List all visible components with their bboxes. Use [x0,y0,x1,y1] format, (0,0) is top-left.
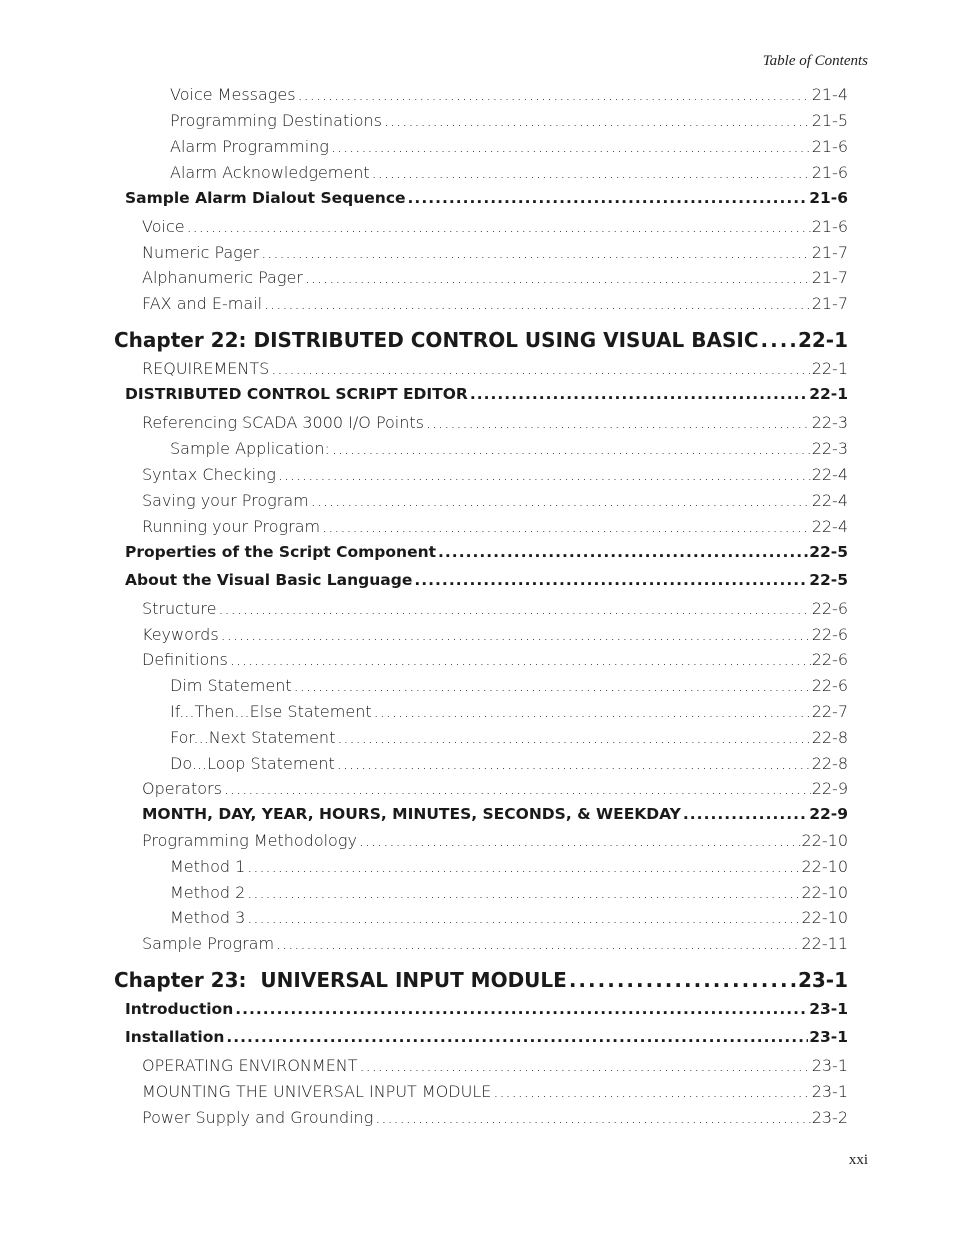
toc-entry-title: Properties of the Script Component [125,543,437,561]
toc-section-entry[interactable] [142,805,848,823]
toc-entry-page: 21-6 [809,189,848,207]
toc-entry-title: Do...Loop Statement [170,754,335,773]
toc-entry-title: Sample Alarm Dialout Sequence [125,189,406,207]
toc-entry-page: 22-9 [809,805,848,823]
toc-entry[interactable] [170,728,848,747]
toc-entry-page: 22-5 [809,571,848,589]
toc-entry[interactable] [170,702,848,721]
toc-entry-title: Alphanumeric Pager [142,268,303,287]
toc-entry[interactable] [142,243,848,262]
toc-entry-title: About the Visual Basic Language [125,571,413,589]
toc-entry-page: 21-7 [811,294,848,313]
toc-entry-page: 22-8 [811,728,848,747]
toc-entry-title: MONTH, DAY, YEAR, HOURS, MINUTES, SECONDS, & WEEKDAY [142,805,681,823]
toc-entry-page: 21-6 [811,137,848,156]
toc-entry-title: Referencing SCADA 3000 I/O Points [142,413,424,432]
toc-entry-title: Programming Destinations [170,111,382,130]
toc-entry-title: If...Then...Else Statement [170,702,372,721]
toc-entry[interactable] [142,934,848,953]
toc-entry-title: Method 2 [170,883,246,902]
toc-entry-title: MOUNTING THE UNIVERSAL INPUT MODULE [142,1082,492,1101]
toc-entry-title: For...Next Statement [170,728,336,747]
toc-entry-title: Dim Statement [170,676,292,695]
toc-entry-title: Operators [142,779,222,798]
toc-entry[interactable] [170,111,848,130]
toc-entry-page: 22-1 [797,328,848,352]
toc-entry-page: 23-1 [809,1028,848,1046]
toc-entry-title: OPERATING ENVIRONMENT [142,1056,358,1075]
toc-section-entry[interactable] [125,189,848,207]
toc-entry-page: 23-1 [809,1000,848,1018]
toc-entry-title: REQUIREMENTS [142,359,270,378]
toc-chapter-entry[interactable] [114,968,848,992]
toc-entry-page: 22-6 [811,599,848,618]
toc-entry-page: 22-5 [809,543,848,561]
toc-chapter-title: Chapter 23: UNIVERSAL INPUT MODULE [114,968,567,992]
toc-entry-page: 22-3 [811,413,848,432]
toc-entry-page: 22-8 [811,754,848,773]
toc-entry-title: Voice [142,217,185,236]
toc-entry-title: Numeric Pager [142,243,260,262]
toc-chapter-entry[interactable] [114,328,848,352]
toc-section-entry[interactable] [125,571,848,589]
toc-entry-title: Power Supply and Grounding [142,1108,374,1127]
toc-entry-page: 21-4 [811,85,848,104]
toc-entry-page: 22-10 [801,883,848,902]
toc-entry-page: 22-4 [811,491,848,510]
toc-entry-page: 22-4 [811,465,848,484]
toc-entry-title: Structure [142,599,217,618]
toc-entry-page: 22-1 [811,359,848,378]
toc-entry-title: Introduction [125,1000,234,1018]
toc-entry-title: Keywords [142,625,219,644]
toc-entry-page: 22-11 [801,934,848,953]
toc-entry[interactable] [170,137,848,156]
toc-section-entry[interactable] [125,1000,848,1018]
toc-entry[interactable] [170,908,848,927]
toc-entry[interactable] [142,217,848,236]
toc-entry[interactable] [170,163,848,182]
toc-entry[interactable] [142,465,848,484]
toc-entry[interactable] [142,491,848,510]
toc-entry-title: Alarm Programming [170,137,329,156]
toc-entry[interactable] [142,1108,848,1127]
toc-entry-page: 22-3 [811,439,848,458]
toc-entry-page: 22-10 [801,831,848,850]
toc-chapter-title: Chapter 22: DISTRIBUTED CONTROL USING VISUAL BASIC [114,328,759,352]
running-head: Table of Contents [762,53,868,69]
toc-entry[interactable] [142,779,848,798]
toc-entry-title: Running your Program [142,517,321,536]
toc-entry-page: 23-1 [797,968,848,992]
toc-entry-page: 22-9 [811,779,848,798]
toc-entry-title: Sample Application: [170,439,330,458]
toc-entry[interactable] [142,831,848,850]
toc-entry[interactable] [170,857,848,876]
toc-entry[interactable] [142,517,848,536]
toc-entry-title: Programming Methodology [142,831,357,850]
toc-entry-title: Method 3 [170,908,246,927]
toc-entry[interactable] [170,85,848,104]
toc-entry-page: 21-7 [811,268,848,287]
toc-entry[interactable] [142,268,848,287]
toc-entry-title: Voice Messages [170,85,296,104]
toc-entry[interactable] [170,754,848,773]
toc-entry-page: 22-6 [811,650,848,669]
toc-entry[interactable] [142,625,848,644]
toc-entry[interactable] [142,294,848,313]
toc-entry-title: DISTRIBUTED CONTROL SCRIPT EDITOR [125,385,468,403]
toc-entry-page: 21-6 [811,163,848,182]
toc-entry-title: Syntax Checking [142,465,276,484]
toc-entry-page: 23-1 [811,1082,848,1101]
toc-entry-page: 22-7 [811,702,848,721]
toc-entry[interactable] [142,413,848,432]
toc-entry-page: 21-5 [811,111,848,130]
toc-entry-title: Installation [125,1028,225,1046]
toc-entry-page: 22-1 [809,385,848,403]
toc-section-entry[interactable] [125,385,848,403]
toc-entry-page: 23-2 [811,1108,848,1127]
toc-section-entry[interactable] [125,1028,848,1046]
toc-entry[interactable] [142,1056,848,1075]
toc-entry-title: Sample Program [142,934,275,953]
toc-entry-title: Definitions [142,650,228,669]
toc-entry[interactable] [142,599,848,618]
toc-entry[interactable] [170,439,848,458]
toc-entry-title: Alarm Acknowledgement [170,163,370,182]
toc-entry-title: FAX and E-mail [142,294,263,313]
toc-entry-page: 23-1 [811,1056,848,1075]
toc-entry-title: Saving your Program [142,491,309,510]
toc-entry-page: 21-6 [811,217,848,236]
toc-section-entry[interactable] [125,543,848,561]
toc-entry[interactable] [142,650,848,669]
toc-entry-page: 22-4 [811,517,848,536]
toc-entry[interactable] [142,359,848,378]
toc-entry-page: 21-7 [811,243,848,262]
toc-entry-page: 22-6 [811,676,848,695]
toc-entry-page: 22-10 [801,908,848,927]
toc-entry-page: 22-10 [801,857,848,876]
page-number: xxi [848,1152,868,1168]
toc-entry[interactable] [170,676,848,695]
toc-entry[interactable] [142,1082,848,1101]
toc-entry-page: 22-6 [811,625,848,644]
toc-entry-title: Method 1 [170,857,246,876]
toc-entry[interactable] [170,883,848,902]
